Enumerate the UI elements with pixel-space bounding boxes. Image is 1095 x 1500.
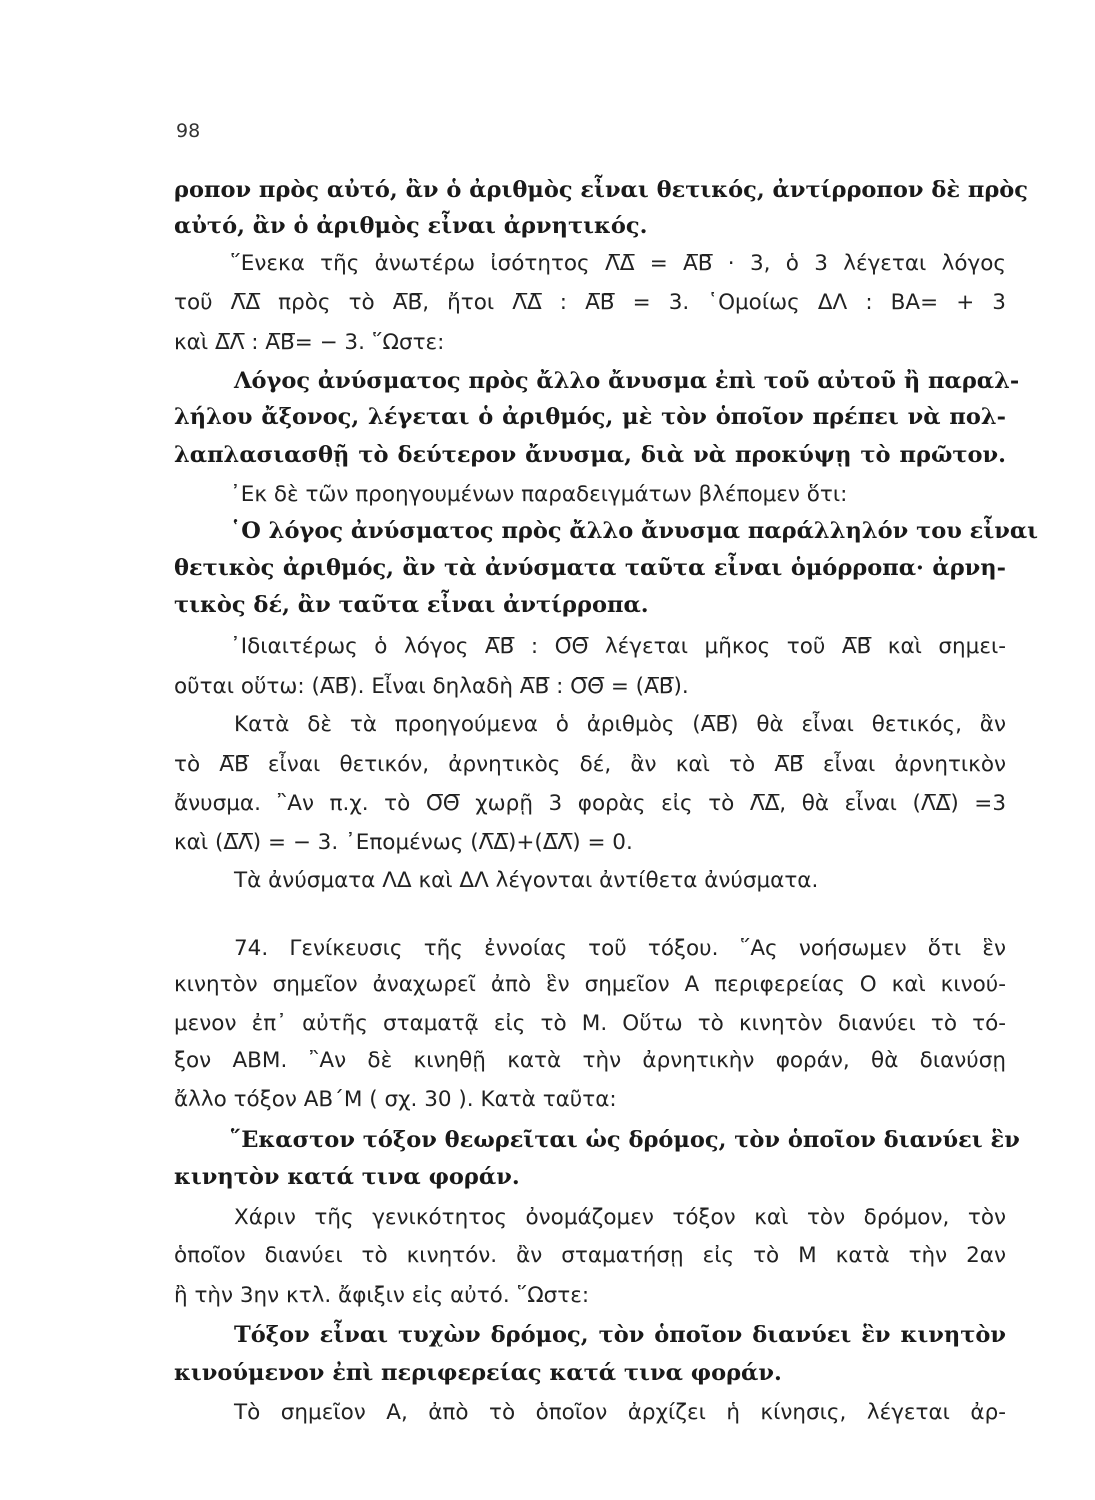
text-line: καὶ (Δ̅Λ̅) = − 3. ᾿Επομένως (Λ̅Δ̅)+(Δ̅Λ̅) = 0. [174,830,633,855]
text-line: ἢ τὴν 3ην κτλ. ἄφιξιν εἰς αὐτό. ῞Ωστε: [174,1283,590,1308]
text-line: καὶ Δ̅Λ̅ : Α̅Β̅= − 3. ῞Ωστε: [174,330,445,355]
definition-line: Τόξον εἶναι τυχὼν δρόμος, τὸν ὁποῖον διανύει ἓν κινητὸν [234,1322,1006,1348]
text-line: Κατὰ δὲ τὰ προηγούμενα ὁ ἀριθμὸς (Α̅Β̅) θὰ εἶναι θετικός, ἂν [234,712,1006,737]
page-number: 98 [176,120,201,142]
text-line: ροπον πρὸς αὐτό, ἂν ὁ ἀριθμὸς εἶναι θετικός, ἀντίρροπον δὲ πρὸς [174,177,1029,203]
definition-line: κινούμενον ἐπὶ περιφερείας κατά τινα φοράν. [174,1360,782,1386]
text-line: ξον ΑΒΜ. ῍Αν δὲ κινηθῇ κατὰ τὴν ἀρνητικὴν φοράν, θὰ διανύσῃ [174,1048,1006,1073]
definition-line: λήλου ἄξονος, λέγεται ὁ ἀριθμός, μὲ τὸν ὁποῖον πρέπει νὰ πολ- [174,404,1006,430]
text-line: μενον ἐπ᾿ αὐτῆς σταματᾷ εἰς τὸ Μ. Οὕτω τὸ κινητὸν διανύει τὸ τό- [174,1011,1006,1036]
section-heading-line: 74. Γενίκευσις τῆς ἐννοίας τοῦ τόξου. ῞Ας νοήσωμεν ὅτι ἓν [234,936,1006,961]
text-line: ὁποῖον διανύει τὸ κινητόν. ἂν σταματήσῃ εἰς τὸ Μ κατὰ τὴν 2αν [174,1243,1006,1268]
text-line: οῦται οὕτω: (Α̅Β̅). Εἶναι δηλαδὴ Α̅Β̅ : Ο̅Θ̅ = (Α̅Β̅). [174,674,689,699]
text-line: αὐτό, ἂν ὁ ἀριθμὸς εἶναι ἀρνητικός. [174,213,648,239]
text-line: κινητὸν σημεῖον ἀναχωρεῖ ἀπὸ ἓν σημεῖον Α περιφερείας Ο καὶ κινού- [174,972,1006,997]
definition-line: ῞Εκαστον τόξον θεωρεῖται ὡς δρόμος, τὸν ὁποῖον διανύει ἓν [230,1127,1020,1153]
definition-line: τικὸς δέ, ἂν ταῦτα εἶναι ἀντίρροπα. [174,592,649,618]
definition-line: ῾Ο λόγος ἀνύσματος πρὸς ἄλλο ἄνυσμα παράλληλόν του εἶναι [230,518,1039,544]
text-line: Χάριν τῆς γενικότητος ὀνομάζομεν τόξον καὶ τὸν δρόμον, τὸν [234,1205,1006,1230]
text-line: τὸ Α̅Β̅ εἶναι θετικόν, ἀρνητικὸς δέ, ἂν καὶ τὸ Α̅Β̅ εἶναι ἀρνητικὸν [174,752,1006,777]
text-line: ἄνυσμα. ῍Αν π.χ. τὸ Ο̅Θ̅ χωρῇ 3 φορὰς εἰς τὸ Λ̅Δ̅, θὰ εἶναι (Λ̅Δ̅) =3 [174,791,1006,816]
text-line: ἄλλο τόξον ΑΒ΄Μ ( σχ. 30 ). Κατὰ ταῦτα: [174,1087,617,1112]
definition-line: κινητὸν κατά τινα φοράν. [174,1164,520,1190]
definition-line: λαπλασιασθῇ τὸ δεύτερον ἄνυσμα, διὰ νὰ προκύψῃ τὸ πρῶτον. [174,442,1006,468]
text-line: ῞Ενεκα τῆς ἀνωτέρω ἰσότητος Λ̅Δ̅ = Α̅Β̅ · 3, ὁ 3 λέγεται λόγος [230,251,1006,276]
definition-line: θετικὸς ἀριθμός, ἂν τὰ ἀνύσματα ταῦτα εἶναι ὁμόρροπα· ἀρνη- [174,555,1006,581]
definition-line: Λόγος ἀνύσματος πρὸς ἄλλο ἄνυσμα ἐπὶ τοῦ αὐτοῦ ἢ παραλ- [234,368,1020,394]
text-line: ᾿Εκ δὲ τῶν προηγουμένων παραδειγμάτων βλέπομεν ὅτι: [230,482,848,507]
text-line: τοῦ Λ̅Δ̅ πρὸς τὸ Α̅Β̅, ἤτοι Λ̅Δ̅ : Α̅Β̅ = 3. ῾Ομοίως ΔΛ : ΒΑ= + 3 [174,290,1006,315]
text-line: ᾿Ιδιαιτέρως ὁ λόγος Α̅Β̅ : Ο̅Θ̅ λέγεται μῆκος τοῦ Α̅Β̅ καὶ σημει- [230,634,1006,659]
text-line: Τὸ σημεῖον Α, ἀπὸ τὸ ὁποῖον ἀρχίζει ἡ κίνησις, λέγεται ἀρ- [234,1400,1006,1425]
text-line: Τὰ ἀνύσματα ΛΔ καὶ ΔΛ λέγονται ἀντίθετα ἀνύσματα. [234,868,819,893]
